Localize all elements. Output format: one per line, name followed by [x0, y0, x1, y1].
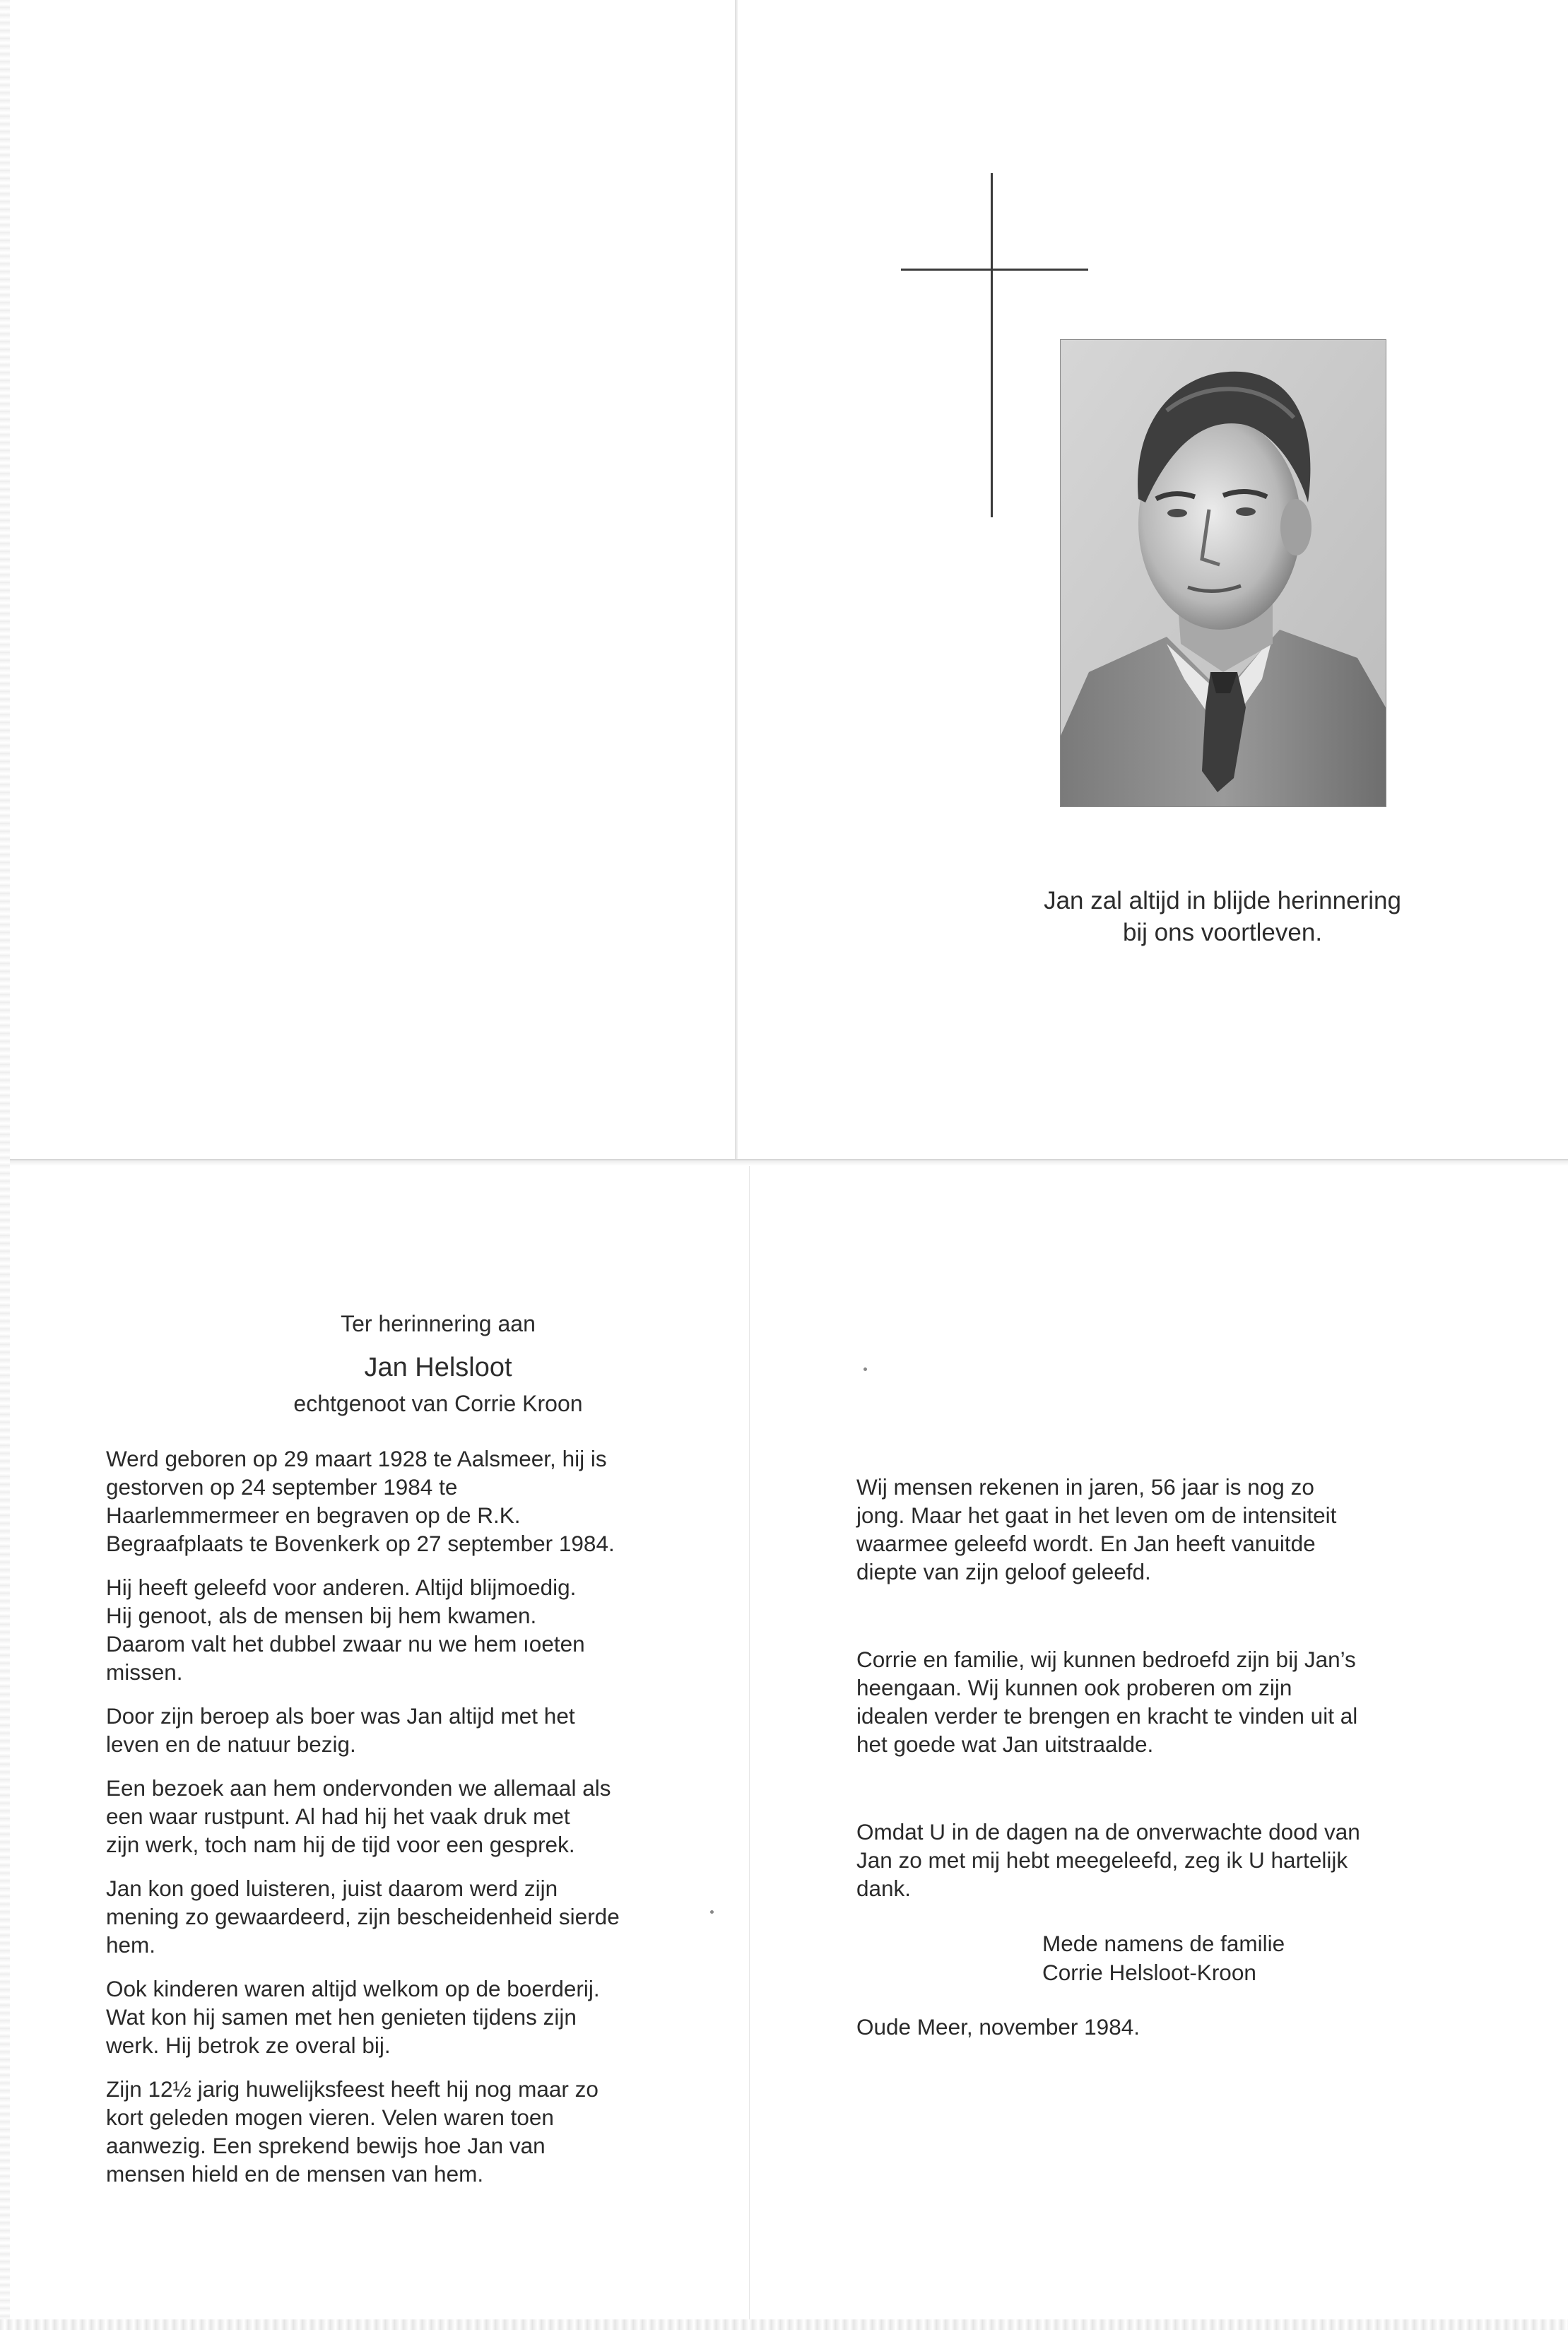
text-line: mensen hield en de mensen van hem. [106, 2161, 484, 2187]
biography-paragraph [106, 1573, 742, 1686]
caption-line: bij ons voortleven. [1122, 919, 1323, 946]
place-and-date: Oude Meer, november 1984. [856, 2014, 1140, 2040]
text-line: dank. [856, 1876, 912, 1901]
deckled-left-edge [0, 0, 10, 2330]
text-line: Daarom valt het dubbel zwaar nu we hem ıoeten [106, 1631, 585, 1657]
text-line: leven en de natuur bezig. [106, 1731, 356, 1757]
text-line: kort geleden mogen vieren. Velen waren toen [106, 2105, 554, 2130]
memorial-caption [919, 885, 1526, 948]
horizontal-fold-line [0, 1159, 1568, 1166]
biography-text [106, 1445, 742, 2204]
text-line: Omdat U in de dagen na de onverwachte dood van [856, 1819, 1360, 1844]
vertical-fold-line [735, 0, 738, 1159]
signature-name: Corrie Helsloot-Kroon [1042, 1960, 1256, 1985]
caption-line: Jan zal altijd in blijde herinnering [1044, 887, 1401, 914]
text-line: Wij mensen rekenen in jaren, 56 jaar is nog zo [856, 1474, 1314, 1500]
text-line: Hij heeft geleefd voor anderen. Altijd blijmoedig. [106, 1575, 577, 1600]
text-line: hem. [106, 1932, 156, 1958]
text-line: Ook kinderen waren altijd welkom op de boerderij. [106, 1976, 600, 2001]
biography-paragraph [106, 1445, 742, 1558]
signature-block [1042, 1929, 1285, 1987]
biography-paragraph [106, 1975, 742, 2059]
text-line: een waar rustpunt. Al had hij het vaak druk met [106, 1804, 570, 1829]
text-line: missen. [106, 1659, 183, 1685]
reflection-paragraph [856, 1645, 1492, 1758]
portrait-photo [1060, 339, 1386, 807]
deceased-name: Jan Helsloot [364, 1353, 512, 1382]
paper-speck [710, 1910, 714, 1914]
cross-horizontal-bar [901, 269, 1088, 271]
signature-line: Mede namens de familie [1042, 1931, 1285, 1956]
text-line: aanwezig. Een sprekend bewijs hoe Jan van [106, 2133, 546, 2158]
text-line: waarmee geleefd wordt. En Jan heeft vanuitde [856, 1531, 1316, 1556]
cross-vertical-bar [991, 173, 993, 517]
intro-heading: Ter herinnering aan [341, 1311, 536, 1336]
text-line: Hij genoot, als de mensen bij hem kwamen. [106, 1603, 537, 1628]
deckled-bottom-edge [0, 2319, 1568, 2330]
reflection-paragraph [856, 1473, 1492, 1586]
text-line: Wat kon hij samen met hen genieten tijdens zijn [106, 2004, 577, 2030]
back-cover-panel [0, 0, 736, 1159]
thanks-paragraph [856, 1818, 1492, 1902]
biography-paragraph [106, 1774, 742, 1859]
text-line: zijn werk, toch nam hij de tijd voor een gesprek. [106, 1832, 575, 1857]
text-line: Corrie en familie, wij kunnen bedroefd zijn bij Jan’s [856, 1647, 1356, 1672]
text-line: Zijn 12½ jarig huwelijksfeest heeft hij nog maar zo [106, 2076, 599, 2102]
text-line: Haarlemmermeer en begraven op de R.K. [106, 1502, 521, 1528]
text-line: Werd geboren op 29 maart 1928 te Aalsmeer, hij is [106, 1446, 607, 1471]
text-line: Jan zo met mij hebt meegeleefd, zeg ik U hartelijk [856, 1847, 1348, 1873]
paper-speck [863, 1367, 867, 1371]
text-line: Jan kon goed luisteren, juist daarom werd zijn [106, 1876, 558, 1901]
text-line: Een bezoek aan hem ondervonden we allemaal als [106, 1775, 611, 1801]
biography-paragraph [106, 1702, 742, 1758]
text-line: jong. Maar het gaat in het leven om de intensiteit [856, 1502, 1337, 1528]
text-line: werk. Hij betrok ze overal bij. [106, 2032, 391, 2058]
text-line: heengaan. Wij kunnen ook proberen om zijn [856, 1675, 1292, 1700]
text-line: mening zo gewaardeerd, zijn bescheidenheid sierde [106, 1904, 620, 1929]
biography-paragraph [106, 1874, 742, 1959]
biography-paragraph [106, 2075, 742, 2188]
text-line: gestorven op 24 september 1984 te [106, 1474, 458, 1500]
text-line: idealen verder te brengen en kracht te vinden uit al [856, 1703, 1358, 1729]
text-line: Begraafplaats te Bovenkerk op 27 september 1984. [106, 1531, 615, 1556]
text-line: Door zijn beroep als boer was Jan altijd met het [106, 1703, 575, 1729]
spouse-line: echtgenoot van Corrie Kroon [293, 1391, 583, 1416]
text-line: diepte van zijn geloof geleefd. [856, 1559, 1151, 1584]
text-line: het goede wat Jan uitstraalde. [856, 1731, 1154, 1757]
